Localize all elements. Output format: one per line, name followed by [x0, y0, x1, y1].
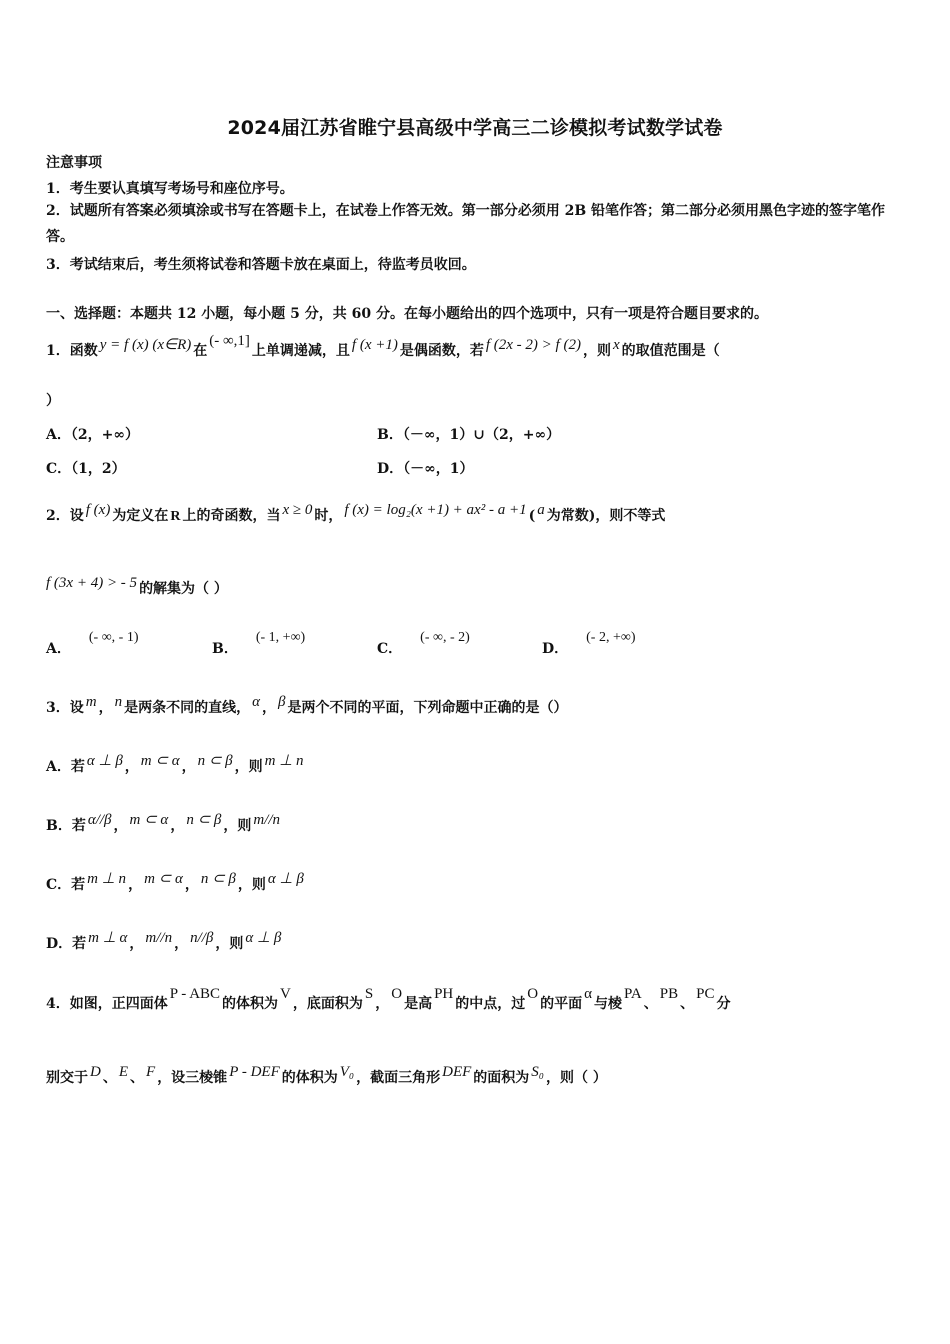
- q2-option-a: [46, 630, 139, 658]
- q3-plane-alpha: α: [252, 694, 260, 710]
- question-2-inequality: [46, 575, 228, 598]
- q4-text: ，底面积为: [292, 996, 363, 1012]
- q1-option-c: C．（1，2）: [46, 461, 126, 477]
- q2-text: 上的奇函数，当: [182, 508, 281, 524]
- notice-item-2: 2．试题所有答案必须填涂或书写在答题卡上，在试卷上作答无效。第一部分必须用 2B 铅笔作答；第二部分必须用黑色字迹的签字笔作答。: [46, 203, 886, 245]
- q3-line-m: m: [85, 694, 97, 710]
- q4-math: O: [527, 986, 539, 1002]
- q3-option-c: [46, 871, 306, 894]
- q3-result: α ⊥ β: [245, 930, 282, 946]
- q3-option-label: C．若: [46, 877, 86, 893]
- q3-condition: n ⊂ β: [186, 812, 222, 828]
- q3-text: 是两个不同的平面，下列命题中正确的是（）: [287, 700, 568, 716]
- q1-shifted-function: f (x +1): [351, 337, 398, 353]
- q3-condition: α ⊥ β: [86, 753, 123, 769]
- q3-comma: ，: [184, 877, 199, 893]
- q3-option-d: [46, 930, 283, 953]
- q3-condition: m ⊥ n: [87, 871, 127, 887]
- q2-option-b: [212, 630, 306, 658]
- q4-text: ，截面三角形: [356, 1070, 441, 1086]
- q2-option-a-label: A．: [46, 641, 71, 657]
- q3-comma: ，: [129, 936, 144, 952]
- q2-text: 时，: [314, 508, 343, 524]
- q1-option-d: D．（－∞，1）: [377, 461, 474, 477]
- q2-inequality: f (3x + 4) > - 5: [46, 575, 138, 591]
- q3-result: α ⊥ β: [267, 871, 304, 887]
- q4-math: PA: [623, 986, 642, 1002]
- q1-option-b: B．（－∞，1）∪（2，+∞）: [377, 427, 561, 443]
- q3-result: m ⊥ n: [264, 753, 304, 769]
- q1-text: 上单调递减，且: [251, 343, 350, 359]
- q2-option-c-label: C．: [377, 641, 403, 657]
- q3-text: 是两条不同的直线，: [124, 700, 251, 716]
- q3-condition: m ⊂ α: [140, 753, 180, 769]
- q3-condition: α//β: [87, 812, 112, 828]
- q1-interval: (- ∞,1]: [209, 333, 250, 349]
- q2-condition: x ≥ 0: [282, 502, 313, 518]
- q3-then: ，则: [234, 759, 263, 775]
- q3-condition: n//β: [190, 930, 214, 946]
- q1-inequality: f (2x - 2) > f (2): [485, 337, 581, 353]
- q4-math: O: [391, 986, 403, 1002]
- question-1-stem: [46, 333, 720, 360]
- q2-text: (: [528, 508, 536, 524]
- q3-plane-beta: β: [277, 694, 286, 710]
- q1-text: 1．函数: [46, 343, 98, 359]
- q4-math: E: [118, 1064, 129, 1080]
- q3-option-label: A．若: [46, 759, 85, 775]
- q3-option-a: [46, 753, 306, 776]
- exam-title: 2024届江苏省睢宁县高级中学高三二诊模拟考试数学试卷: [227, 117, 723, 139]
- q4-text: 是高: [404, 996, 433, 1012]
- q2-option-a-value: (- ∞, - 1): [88, 630, 139, 645]
- q2-function: f (x): [85, 502, 111, 518]
- q3-then: ，则: [237, 877, 266, 893]
- q2-text: 的解集为（ ）: [139, 581, 228, 597]
- q3-comma: ，: [113, 818, 128, 834]
- question-2-stem: [46, 502, 666, 525]
- q4-text: 的体积为: [222, 996, 279, 1012]
- q3-condition: m ⊥ α: [88, 930, 128, 946]
- q4-text: 、: [680, 996, 695, 1012]
- q1-text: ，则: [582, 343, 611, 359]
- notice-item-1: 1．考生要认真填写考场号和座位序号。: [46, 181, 294, 197]
- q3-option-label: D．若: [46, 936, 87, 952]
- q4-text: 分: [716, 996, 731, 1012]
- q3-line-n: n: [114, 694, 123, 710]
- q2-option-c-value: (- ∞, - 2): [420, 630, 470, 645]
- q2-option-c: [377, 630, 470, 658]
- q3-text: ，: [98, 700, 113, 716]
- q1-text: 的取值范围是（: [621, 343, 720, 359]
- question-3-stem: [46, 694, 568, 717]
- q4-text: 别交于: [46, 1070, 88, 1086]
- q4-math: PH: [434, 986, 454, 1002]
- q2-text: 为常数)，则不等式: [546, 508, 666, 524]
- q1-stem-end: ）: [46, 393, 60, 409]
- q4-text: ，则（ ）: [546, 1070, 607, 1086]
- q3-condition: m ⊂ α: [129, 812, 169, 828]
- q3-condition: n ⊂ β: [197, 753, 233, 769]
- q4-text: ，: [375, 996, 390, 1012]
- q4-text: 与棱: [593, 996, 622, 1012]
- q3-then: ，则: [215, 936, 244, 952]
- q1-text: 是偶函数，若: [399, 343, 484, 359]
- q4-text: ，设三棱锥: [157, 1070, 228, 1086]
- q3-condition: m//n: [145, 930, 173, 946]
- q3-option-b: [46, 812, 282, 835]
- q4-math: S₀: [531, 1064, 545, 1080]
- q3-comma: ，: [128, 877, 143, 893]
- q4-text: 的平面: [540, 996, 583, 1012]
- q2-text: 为定义在: [112, 508, 169, 524]
- q2-option-d-label: D．: [542, 641, 569, 657]
- q2-real-set: R: [170, 509, 181, 524]
- q4-math: DEF: [442, 1064, 472, 1080]
- q3-comma: ，: [174, 936, 189, 952]
- q2-text: 2．设: [46, 508, 84, 524]
- q4-text: 的面积为: [473, 1070, 530, 1086]
- q4-math: PB: [659, 986, 679, 1002]
- q2-option-d: [542, 630, 636, 658]
- q4-math: P - DEF: [229, 1064, 280, 1080]
- q1-text: 在: [193, 343, 208, 359]
- q1-function: y = f (x) (x∈R): [99, 337, 192, 353]
- q2-constant: a: [537, 502, 545, 518]
- q1-variable: x: [612, 337, 620, 353]
- q4-text: 的体积为: [281, 1070, 338, 1086]
- q4-math: F: [146, 1064, 156, 1080]
- q2-option-d-value: (- 2, +∞): [586, 630, 636, 645]
- q4-math: P - ABC: [169, 986, 221, 1002]
- q1-option-a: A．（2，+∞）: [46, 427, 139, 443]
- q4-math: D: [90, 1064, 101, 1080]
- q3-comma: ，: [181, 759, 196, 775]
- q2-option-b-value: (- 1, +∞): [255, 630, 306, 645]
- notice-item-3: 3．考试结束后，考生须将试卷和答题卡放在桌面上，待监考员收回。: [46, 257, 476, 273]
- q3-then: ，则: [223, 818, 252, 834]
- q4-text: 、: [102, 1070, 117, 1086]
- q2-option-b-label: B．: [212, 641, 238, 657]
- q4-math: α: [584, 986, 592, 1002]
- q3-comma: ，: [124, 759, 139, 775]
- notice-heading: 注意事项: [46, 155, 102, 171]
- q4-text: 、: [130, 1070, 145, 1086]
- q3-condition: m ⊂ α: [144, 871, 183, 887]
- q3-text: ，: [261, 700, 276, 716]
- q4-text: 、: [643, 996, 658, 1012]
- q2-definition: f (x) = log₂(x +1) + ax² - a +1: [344, 502, 527, 518]
- q4-text: 4．如图，正四面体: [46, 996, 168, 1012]
- q3-result: m//n: [253, 812, 281, 828]
- question-4-stem-cont: [46, 1064, 607, 1087]
- q4-math: S: [364, 986, 374, 1002]
- q3-comma: ，: [170, 818, 185, 834]
- q3-option-label: B．若: [46, 818, 86, 834]
- q4-math: V₀: [339, 1064, 355, 1080]
- question-4-stem: [46, 986, 731, 1013]
- q4-text: 的中点，过: [455, 996, 526, 1012]
- q3-condition: n ⊂ β: [200, 871, 236, 887]
- q3-text: 3．设: [46, 700, 84, 716]
- section-one-heading: 一、选择题：本题共 12 小题，每小题 5 分，共 60 分。在每小题给出的四个选项中，只有一项是符合题目要求的。: [46, 306, 768, 322]
- q4-math: V: [280, 986, 291, 1002]
- q4-math: PC: [696, 986, 715, 1002]
